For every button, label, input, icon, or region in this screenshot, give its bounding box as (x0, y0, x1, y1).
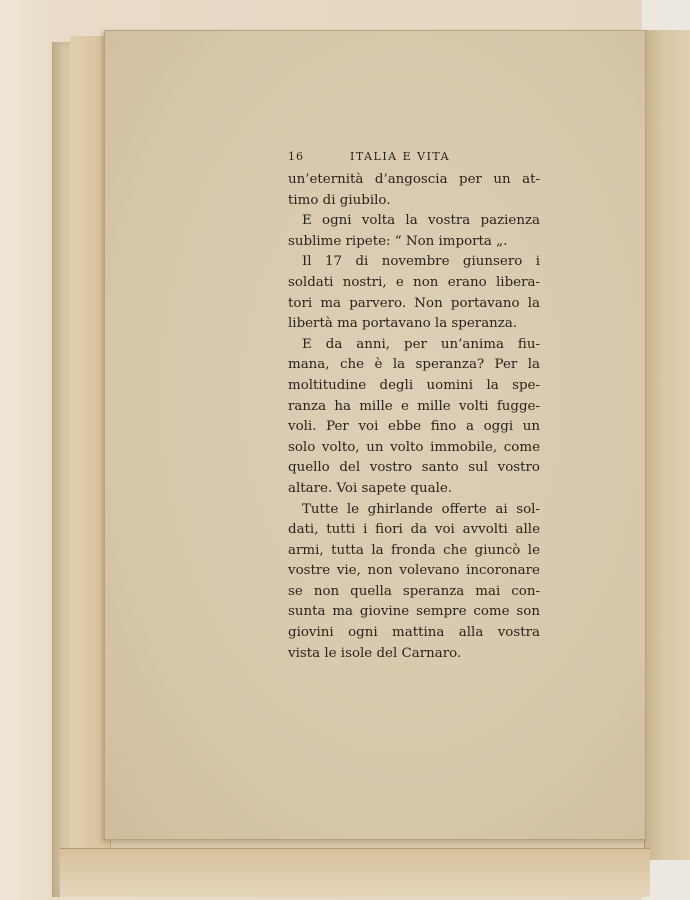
adjacent-page-edge (644, 30, 690, 860)
page-number: 16 (288, 150, 304, 163)
text-line: dati, tutti i fiori da voi avvolti alle (288, 522, 540, 538)
text-line: vista le isole del Carnaro. (288, 645, 462, 661)
body-text (288, 170, 540, 664)
text-line: libertà ma portavano la speranza. (288, 316, 518, 332)
text-line: moltitudine degli uomini la spe- (288, 377, 540, 393)
text-line: voli. Per voi ebbe fino a oggi un (288, 419, 540, 435)
text-line: se non quella speranza mai con- (288, 583, 540, 599)
text-line: armi, tutta la fronda che giuncò le (288, 542, 540, 558)
text-line: sunta ma giovine sempre come son (288, 604, 540, 620)
text-line: ranza ha mille e mille volti fugge- (288, 398, 540, 414)
page-text-block (288, 146, 540, 664)
running-header (288, 146, 540, 170)
text-line: sublime ripete: “ Non importa „. (288, 233, 508, 249)
text-line: tori ma parvero. Non portavano la (288, 295, 540, 311)
running-title: ITALIA E VITA (350, 150, 451, 163)
text-line: soldati nostri, e non erano libera- (288, 274, 540, 290)
text-line: un’eternità d’angoscia per un at- (288, 172, 540, 187)
text-line: altare. Voi sapete quale. (288, 480, 453, 496)
text-line: Il 17 di novembre giunsero i (302, 254, 540, 270)
text-line: timo di giubilo. (288, 192, 391, 208)
bottom-page-edges (60, 848, 650, 897)
text-line: vostre vie, non volevano incoronare (288, 563, 540, 579)
text-line: quello del vostro santo sul vostro (288, 460, 540, 476)
text-line: E da anni, per un’anima fiu- (302, 336, 540, 352)
text-line: mana, che è la speranza? Per la (288, 357, 540, 373)
text-line: solo volto, un volto immobile, come (288, 439, 540, 455)
text-line: giovini ogni mattina alla vostra (288, 625, 540, 641)
text-line: Tutte le ghirlande offerte ai sol- (302, 501, 540, 517)
text-line: E ogni volta la vostra pazienza (302, 213, 540, 229)
